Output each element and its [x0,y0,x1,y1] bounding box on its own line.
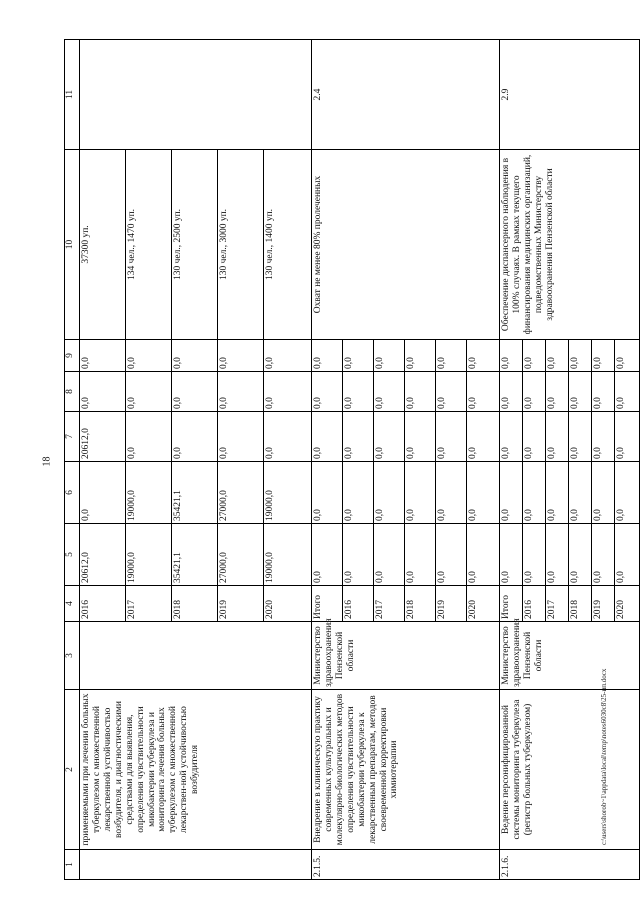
year-cell: 2020 [467,586,500,622]
value-cell: 0,0 [569,524,592,586]
year-cell: 2018 [405,586,436,622]
col-header: 10 [65,150,80,340]
year-cell: 2016 [80,586,126,622]
year-cell: 2018 [172,586,218,622]
result-cell: 134 чел., 1470 уп. [126,150,172,340]
row-number: 2.1.6. [500,850,640,880]
year-cell: 2016 [523,586,546,622]
value-cell: 0,0 [546,462,569,524]
value-cell: 0,0 [523,340,546,372]
value-cell: 0,0 [592,524,615,586]
value-cell: 0,0 [172,340,218,372]
value-cell: 0,0 [500,372,523,412]
value-cell: 0,0 [523,524,546,586]
value-cell: 0,0 [264,412,312,462]
measure-name: Внедрение в клиническую практику современных культуральных и молекулярно-биологических методов определения чувствительности микобактерии туберкулеза к лекарственным препаратам, методов своевременной корректировки химиотерапии [312,690,500,850]
value-cell: 0,0 [80,340,126,372]
table-row [500,40,523,880]
value-cell: 0,0 [546,524,569,586]
value-cell: 0,0 [374,340,405,372]
value-cell: 35421,1 [172,524,218,586]
value-cell: 0,0 [343,372,374,412]
value-cell: 0,0 [467,412,500,462]
value-cell: 0,0 [264,340,312,372]
value-cell: 19000,0 [126,524,172,586]
col-header: 6 [65,462,80,524]
value-cell: 35421,1 [172,462,218,524]
year-cell: 2016 [343,586,374,622]
value-cell: 0,0 [374,372,405,412]
value-cell: 0,0 [218,372,264,412]
value-cell: 0,0 [312,372,343,412]
value-cell: 20612,0 [80,524,126,586]
program-table [64,39,640,880]
result-cell: 130 чел., 3000 уп. [218,150,264,340]
table-row [80,40,126,880]
year-cell: 2020 [264,586,312,622]
year-cell: 2019 [592,586,615,622]
year-cell: 2019 [218,586,264,622]
row-number [80,850,312,880]
year-cell: 2018 [569,586,592,622]
value-cell: 0,0 [374,412,405,462]
result-cell: 130 чел., 1400 уп. [264,150,312,340]
value-cell: 0,0 [405,412,436,462]
indicator-ref: 2.4 [312,40,500,150]
col-header: 4 [65,586,80,622]
value-cell: 0,0 [467,462,500,524]
result-cell: 130 чел., 2500 уп. [172,150,218,340]
executor: Министерство здравоохранения Пензенской области [500,622,640,690]
value-cell: 0,0 [312,412,343,462]
value-cell: 0,0 [436,372,467,412]
value-cell: 0,0 [126,412,172,462]
value-cell: 0,0 [592,462,615,524]
year-cell: Итого [312,586,343,622]
value-cell: 0,0 [467,372,500,412]
value-cell: 0,0 [312,462,343,524]
value-cell: 20612,0 [80,412,126,462]
year-cell: 2020 [615,586,640,622]
value-cell: 0,0 [374,462,405,524]
value-cell: 0,0 [405,462,436,524]
value-cell: 0,0 [436,340,467,372]
result-cell: Обеспечение диспансерного наблюдения в 100% случаях. В рамках текущего финансирования медицинских организаций, подведомственных Министерству здравоохранения Пензенской области [500,150,640,340]
value-cell: 0,0 [615,372,640,412]
value-cell: 0,0 [592,372,615,412]
col-header: 8 [65,372,80,412]
footer-file-path: c:\users\shorob~1\appdata\local\temp\notes6030c8\25-ип.docx [600,668,608,845]
indicator-ref: 2.9 [500,40,640,150]
value-cell: 27000,0 [218,524,264,586]
value-cell: 0,0 [523,372,546,412]
value-cell: 0,0 [569,372,592,412]
column-number-row [65,40,80,880]
value-cell: 0,0 [500,524,523,586]
value-cell: 0,0 [500,462,523,524]
value-cell: 0,0 [343,340,374,372]
executor [80,622,312,690]
col-header: 5 [65,524,80,586]
value-cell: 27000,0 [218,462,264,524]
value-cell: 0,0 [172,372,218,412]
value-cell: 0,0 [615,340,640,372]
value-cell: 0,0 [343,524,374,586]
row-number: 2.1.5. [312,850,500,880]
value-cell: 0,0 [343,412,374,462]
value-cell: 0,0 [126,340,172,372]
measure-name: Ведение персонифицированной системы мониторинга туберкулеза (регистр больных туберкулезом) [500,690,640,850]
value-cell: 0,0 [569,462,592,524]
value-cell: 0,0 [615,462,640,524]
value-cell: 0,0 [218,340,264,372]
value-cell: 0,0 [126,372,172,412]
value-cell: 0,0 [523,412,546,462]
col-header: 3 [65,622,80,690]
value-cell: 0,0 [436,462,467,524]
value-cell: 0,0 [80,462,126,524]
value-cell: 0,0 [343,462,374,524]
value-cell: 0,0 [615,412,640,462]
col-header: 11 [65,40,80,150]
value-cell: 0,0 [218,412,264,462]
value-cell: 19000,0 [126,462,172,524]
value-cell: 0,0 [592,412,615,462]
value-cell: 0,0 [523,462,546,524]
value-cell: 0,0 [436,412,467,462]
result-cell: Охват не менее 80% пролеченных [312,150,500,340]
value-cell: 0,0 [405,340,436,372]
value-cell: 0,0 [500,412,523,462]
value-cell: 19000,0 [264,524,312,586]
value-cell: 0,0 [467,340,500,372]
year-cell: 2017 [546,586,569,622]
value-cell: 0,0 [264,372,312,412]
value-cell: 0,0 [546,412,569,462]
value-cell: 0,0 [546,340,569,372]
page-number: 18 [41,456,53,467]
value-cell: 0,0 [569,412,592,462]
value-cell: 0,0 [312,340,343,372]
value-cell: 0,0 [405,372,436,412]
value-cell: 0,0 [80,372,126,412]
year-cell: 2017 [126,586,172,622]
value-cell: 19000,0 [264,462,312,524]
col-header: 7 [65,412,80,462]
value-cell: 0,0 [569,340,592,372]
result-cell: 37300 уп. [80,150,126,340]
year-cell: 2017 [374,586,405,622]
value-cell: 0,0 [467,524,500,586]
table-row [312,40,343,880]
measure-name: применяемыми при лечении больных туберкулезом с множественной лекарственной устойчивостью возбудителя, и диагностическими средствами для выявления, определения чувствительности микобактерии туберкулеза и мониторинга лечения больных туберкулезом с множественной лекарствен-ной устойчивостью возбудителя [80,690,312,850]
col-header: 1 [65,850,80,880]
value-cell: 0,0 [312,524,343,586]
value-cell: 0,0 [592,340,615,372]
col-header: 2 [65,690,80,850]
indicator-ref [80,40,312,150]
value-cell: 0,0 [615,524,640,586]
rotated-table-page [64,40,624,880]
year-cell: Итого [500,586,523,622]
value-cell: 0,0 [546,372,569,412]
col-header: 9 [65,340,80,372]
value-cell: 0,0 [436,524,467,586]
executor: Министерство здравоохранения Пензенской области [312,622,500,690]
value-cell: 0,0 [405,524,436,586]
value-cell: 0,0 [172,412,218,462]
year-cell: 2019 [436,586,467,622]
value-cell: 0,0 [374,524,405,586]
value-cell: 0,0 [500,340,523,372]
